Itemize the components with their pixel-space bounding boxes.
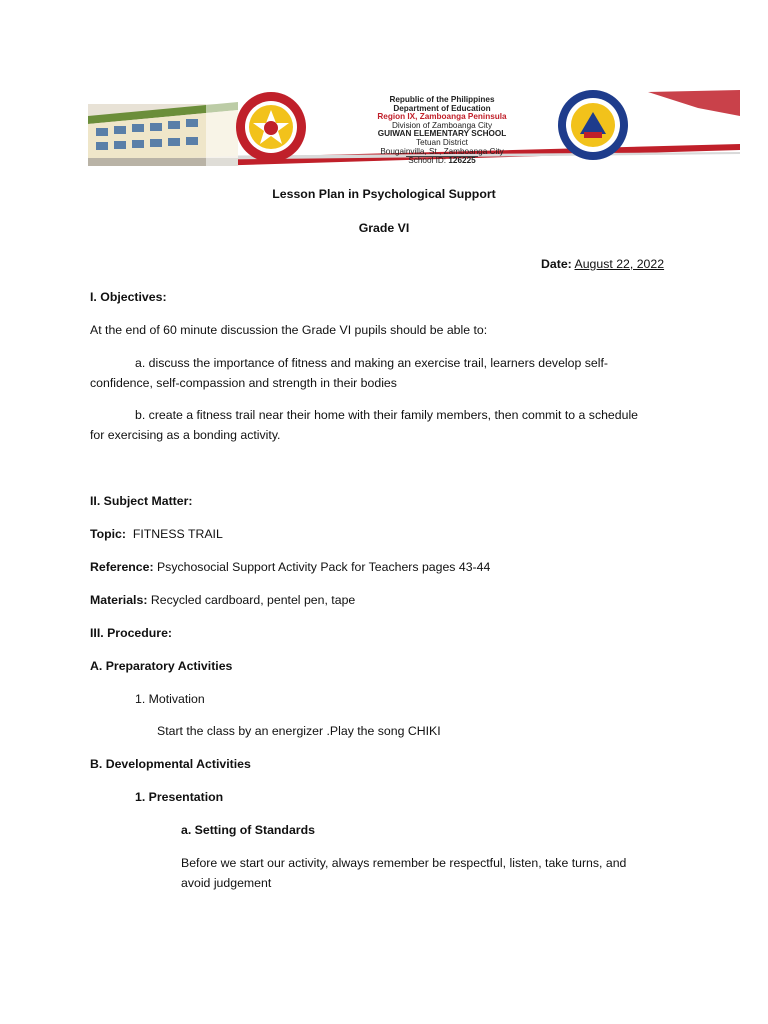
objectives-intro: At the end of 60 minute discussion the Grade VI pupils should be able to:: [90, 323, 488, 337]
materials-label: Materials:: [90, 593, 148, 607]
topic-label: Topic:: [90, 527, 126, 541]
procedure-heading: III. Procedure:: [90, 626, 173, 640]
motivation-text: Start the class by an energizer .Play the song CHIKI: [157, 724, 441, 738]
materials-value: Recycled cardboard, pentel pen, tape: [150, 593, 356, 607]
motivation-heading: 1. Motivation: [135, 692, 205, 706]
school-name-text: GUIWAN ELEMENTARY SCHOOL: [377, 129, 507, 139]
reference-label: Reference:: [90, 560, 154, 574]
objective-b-line2: for exercising as a bonding activity.: [90, 428, 281, 442]
materials-line: [90, 590, 355, 610]
standards-heading: a. Setting of Standards: [181, 823, 315, 837]
school-id-value: 126225: [448, 156, 476, 166]
address-text: Bougainvilla, St., Zamboanga City: [380, 146, 504, 156]
standards-line2: avoid judgement: [181, 876, 272, 890]
presentation-heading: 1. Presentation: [135, 790, 224, 804]
subject-matter-heading: II. Subject Matter:: [90, 494, 193, 508]
date-line: [541, 254, 664, 274]
document-title: Lesson Plan in Psychological Support: [272, 187, 496, 201]
school-seal-logo: [234, 90, 308, 164]
school-id: [406, 156, 477, 166]
topic-value: FITNESS TRAIL: [132, 527, 223, 541]
deped-seal-logo: [550, 88, 636, 162]
standards-line1: Before we start our activity, always remember be respectful, listen, take turns, and: [181, 856, 627, 870]
region-text: Region IX, Zamboanga Peninsula: [377, 112, 507, 122]
topic-line: [90, 524, 223, 544]
division-text: Division of Zamboanga City: [391, 120, 493, 130]
developmental-heading: B. Developmental Activities: [90, 757, 251, 771]
school-id-label: School ID:: [408, 156, 447, 166]
grade-heading: Grade VI: [358, 221, 410, 235]
reference-line: [90, 557, 490, 577]
district-text: Tetuan District: [416, 137, 468, 147]
date-label: Date:: [541, 257, 572, 271]
letterhead: [88, 86, 740, 170]
school-building-image: [88, 96, 238, 166]
letterhead-text: [346, 96, 538, 166]
objective-a-line2: confidence, self-compassion and strength in their bodies: [90, 376, 397, 390]
preparatory-heading: A. Preparatory Activities: [90, 659, 233, 673]
objectives-heading: I. Objectives:: [90, 290, 167, 304]
date-value: August 22, 2022: [574, 257, 665, 271]
department-text: Department of Education: [393, 103, 491, 113]
reference-value: Psychosocial Support Activity Pack for Teachers pages 43-44: [156, 560, 491, 574]
objective-a-line1: a. discuss the importance of fitness and making an exercise trail, learners develop self-: [135, 356, 608, 370]
republic-text: Republic of the Philippines: [389, 95, 495, 104]
objective-b-line1: b. create a fitness trail near their home with their family members, then commit to a schedule: [135, 408, 639, 422]
